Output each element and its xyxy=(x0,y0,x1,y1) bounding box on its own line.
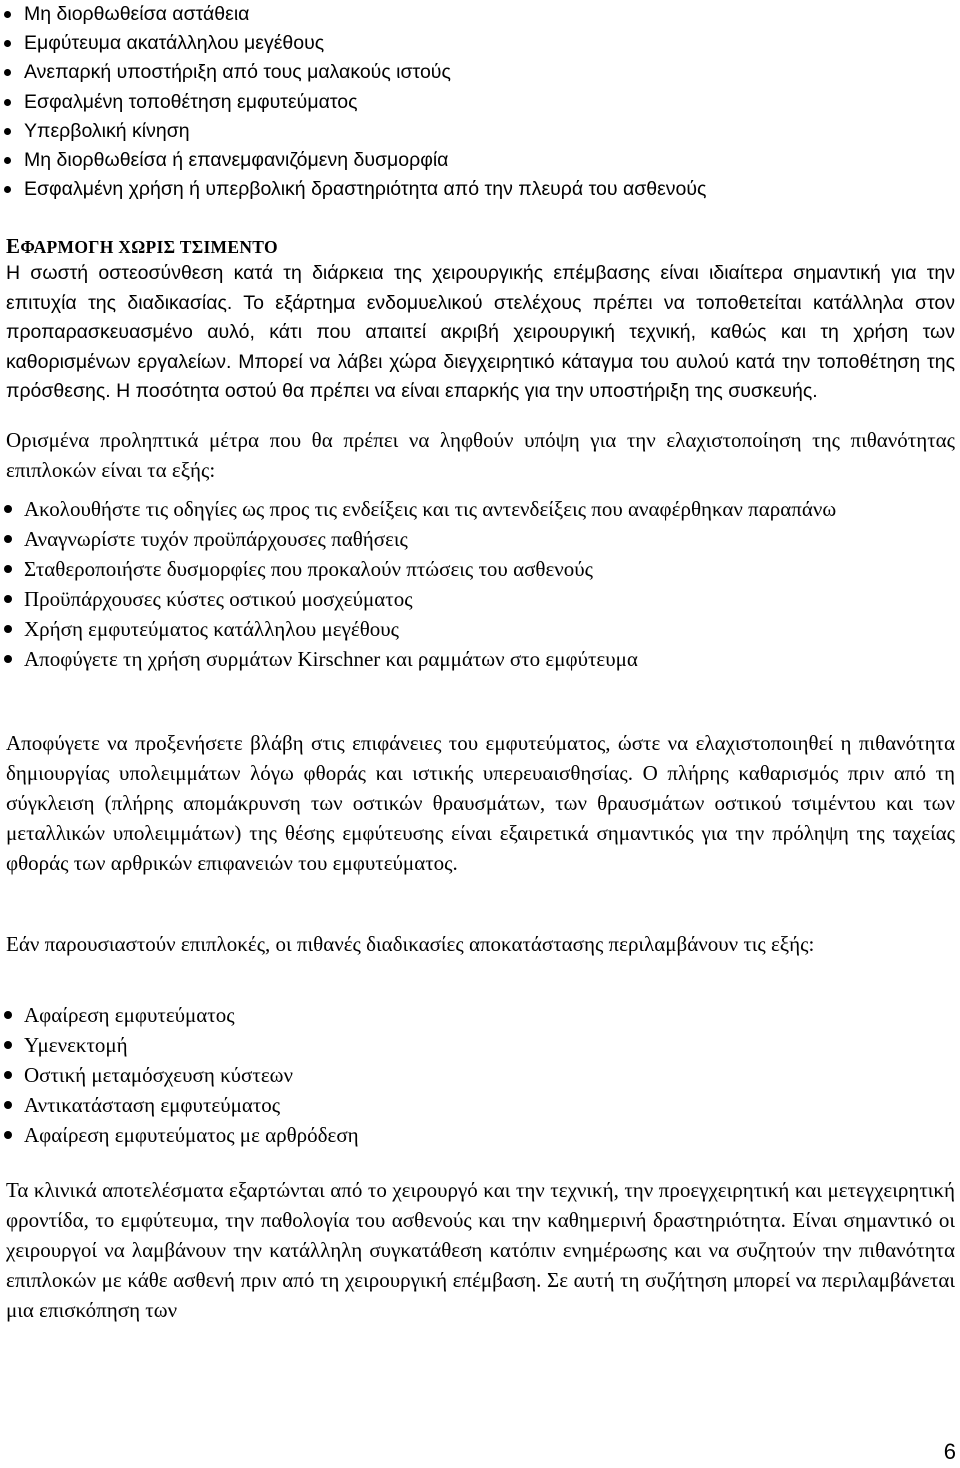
list-item: Υπερβολική κίνηση xyxy=(0,117,950,146)
paragraph-surface-care: Αποφύγετε να προξενήσετε βλάβη στις επιφάνειες του εμφυτεύματος, ώστε να ελαχιστοποιηθεί η πιθανότητα δημιουργίας υπολειμμάτων λόγω φθοράς και ιστικής υπερευαισθησίας. Ο πλήρης καθαρισμός πριν από τη σύγκλειση (πλήρης απομάκρυνση των οστικών θραυσμάτων, των θραυσμάτων οστικού τσιμέντου και των μεταλλικών υπολειμμάτων) της θέσης εμφύτευσης είναι εξαιρετικά σημαντικός για την πρόληψη της ταχείας φθοράς των αρθρικών επιφανειών του εμφυτεύματος. xyxy=(6,731,955,875)
paragraph-clinical-results: Τα κλινικά αποτελέσματα εξαρτώνται από το χειρουργό και την τεχνική, την προεγχειρητική και μετεγχειρητική φροντίδα, το εμφύτευμα, την παθολογία του ασθενούς και την καθημερινή δραστηριότητα. Είναι σημαντικό οι χειρουργοί να λαμβάνουν την κατάλληλη συγκατάθεση κατόπιν ενημέρωσης και να συζητούν την πιθανότητα επιπλοκών με κάθε ασθενή πριν από τη χειρουργική επέμβαση. Σε αυτή τη συζήτηση μπορεί να περιλαμβάνεται μια επισκόπηση των xyxy=(6,1178,955,1322)
list-item: Προϋπάρχουσες κύστες οστικού μοσχεύματος xyxy=(0,584,955,614)
list-item: Αποφύγετε τη χρήση συρμάτων Kirschner και ραμμάτων στο εμφύτευμα xyxy=(0,644,955,674)
list-item: Αφαίρεση εμφυτεύματος xyxy=(0,1000,955,1030)
list-item: Υμενεκτομή xyxy=(0,1030,955,1060)
list-item: Εσφαλμένη τοποθέτηση εμφυτεύματος xyxy=(0,88,950,117)
list-item: Αναγνωρίστε τυχόν προϋπάρχουσες παθήσεις xyxy=(0,524,955,554)
paragraph-cementless: Η σωστή οστεοσύνθεση κατά τη διάρκεια της χειρουργικής επέμβασης είναι ιδιαίτερα σημαντική για την επιτυχία της διαδικασίας. Το εξάρτημα ενδομυελικού στελέχους πρέπει να τοποθετείται κατάλληλα στον προπαρασκευασμένο αυλό, κάτι που απαιτεί ακριβή χειρουργική τεχνική, καθώς και τη χρήση των καθορισμένων εργαλείων. Μπορεί να λάβει χώρα διεγχειρητικό κάταγμα του αυλού κατά την τοποθέτηση της πρόσθεσης. Η ποσότητα οστού θα πρέπει να είναι επαρκής για την υποστήριξη της συσκευής. xyxy=(6,262,955,403)
page-number: 6 xyxy=(943,1439,956,1464)
list-item: Εσφαλμένη χρήση ή υπερβολική δραστηριότητα από την πλευρά του ασθενούς xyxy=(0,175,950,204)
list-item: Χρήση εμφυτεύματος κατάλληλου μεγέθους xyxy=(0,614,955,644)
revision-procedures-list xyxy=(0,1000,955,1150)
paragraph-precautions-intro: Ορισμένα προληπτικά μέτρα που θα πρέπει να ληφθούν υπόψη για την ελαχιστοποίηση της πιθανότητας επιπλοκών είναι τα εξής: xyxy=(6,428,955,482)
list-item: Ακολουθήστε τις οδηγίες ως προς τις ενδείξεις και τις αντενδείξεις που αναφέρθηκαν παραπάνω xyxy=(0,494,955,524)
heading-initial: Ε xyxy=(6,234,21,258)
list-item: Μη διορθωθείσα αστάθεια xyxy=(0,0,950,29)
list-item: Αφαίρεση εμφυτεύματος με αρθρόδεση xyxy=(0,1120,955,1150)
list-item: Ανεπαρκή υποστήριξη από τους μαλακούς ιστούς xyxy=(0,58,950,87)
paragraph-revision-intro: Εάν παρουσιαστούν επιπλοκές, οι πιθανές διαδικασίες αποκατάστασης περιλαμβάνουν τις εξής: xyxy=(6,932,815,956)
list-item: Σταθεροποιήστε δυσμορφίες που προκαλούν πτώσεις του ασθενούς xyxy=(0,554,955,584)
precautions-list xyxy=(0,494,955,674)
section-heading xyxy=(6,234,278,259)
complications-list xyxy=(0,0,950,204)
list-item: Μη διορθωθείσα ή επανεμφανιζόμενη δυσμορφία xyxy=(0,146,950,175)
heading-rest: ΦΑΡΜΟΓΗ ΧΩΡΙΣ ΤΣΙΜΕΝΤΟ xyxy=(20,237,278,257)
list-item: Εμφύτευμα ακατάλληλου μεγέθους xyxy=(0,29,950,58)
list-item: Αντικατάσταση εμφυτεύματος xyxy=(0,1090,955,1120)
list-item: Οστική μεταμόσχευση κύστεων xyxy=(0,1060,955,1090)
